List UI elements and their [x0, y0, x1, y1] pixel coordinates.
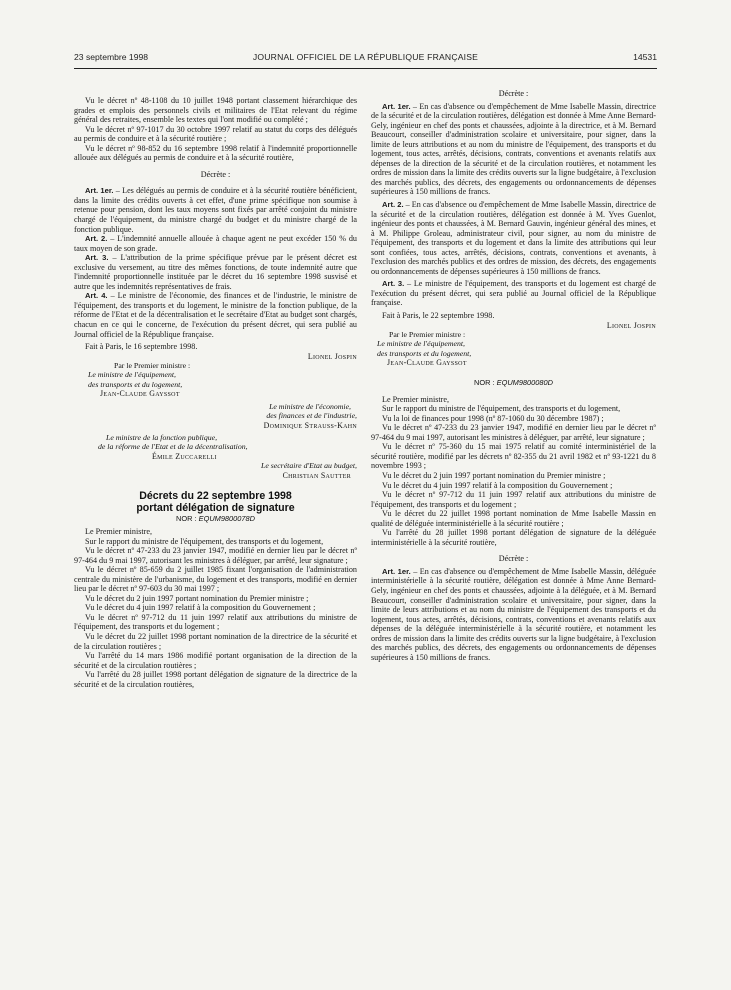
article-paragraph [371, 279, 656, 308]
visa-paragraph: Sur le rapport du ministre de l'équipement, des transports et du logement, [382, 404, 621, 414]
article-label: Art. 1er. [382, 566, 411, 576]
minister-title: des finances et de l'industrie, [266, 411, 357, 421]
decrete-heading: Décrète : [498, 89, 529, 98]
article-label: Art. 3. [382, 279, 405, 289]
fait-line: Fait à Paris, le 22 septembre 1998. [382, 311, 495, 321]
nor-label: NOR : [176, 513, 197, 523]
article-text: – L'attribution de la prime spécifique prévue par le présent décret est exclusive du versement, au titre des mêmes fonctions, de toute indemnité autre que l'indemnité proportionnelle instituée par le décret du 16 septembre 1998 susvisé et autre que les indemnités représentatives de frais. [74, 253, 357, 291]
journal-title: JOURNAL OFFICIEL DE LA RÉPUBLIQUE FRANÇAISE [252, 52, 479, 62]
minister-title: des transports et du logement, [88, 379, 183, 389]
minister-title: de la réforme de l'Etat et de la décentralisation, [98, 442, 248, 452]
article-label: Art. 1er. [382, 101, 411, 111]
nor-code: EQUM9800078D [198, 513, 255, 523]
fait-line: Fait à Paris, le 16 septembre 1998. [85, 342, 198, 352]
visa-paragraph: Vu le décret nº 75-360 du 15 mai 1975 relatif au comité interministériel de la sécurité routière, modifié par les décrets nº 82-355 du 21 avril 1982 et nº 93-1221 du 8 novembre 1993 ; [371, 442, 656, 471]
article-paragraph [371, 102, 656, 197]
visa-paragraph: Vu le décret du 22 juillet 1998 portant nomination de la directrice de la sécurité et de la circulation routières ; [74, 631, 357, 651]
section-subtitle: portant délégation de signature [136, 501, 295, 514]
minister-title: Le ministre de l'économie, [269, 401, 351, 411]
visa-paragraph: Le Premier ministre, [85, 526, 153, 536]
minister-title: Le ministre de la fonction publique, [106, 432, 218, 442]
signer-premier-ministre: Lionel Jospin [606, 320, 656, 330]
visa-paragraph: Vu le décret nº 98-852 du 16 septembre 1998 relatif à l'indemnité proportionnelle allouée aux délégués au permis de conduire et à la sécurité routière, [74, 143, 357, 163]
visa-paragraph: Vu le décret nº 48-1108 du 10 juillet 1948 portant classement hiérarchique des grades et emplois des personnels civils et militaires de l'Etat relevant du régime général des retraites, ensemble les textes qui l'ont modifié ou complété ; [74, 96, 357, 125]
left-column [74, 96, 357, 974]
visa-paragraph: Vu le décret nº 47-233 du 23 janvier 1947, modifié en dernier lieu par le décret nº 97-464 du 9 mai 1997, autorisant les ministres à déléguer, par arrêté, leur signature ; [74, 546, 357, 565]
right-column [371, 89, 657, 974]
article-text: – Les délégués au permis de conduire et à la sécurité routière bénéficient, dans la limite des crédits ouverts à cet effet, d'une prime spécifique non soumise à retenue pour pension, dont les taux moyens sont fixés par arrêté conjoint du ministre chargé de l'équipement, du ministre chargé du budget et du ministre chargé de la fonction publique. [74, 186, 357, 234]
visa-paragraph: Vu le décret nº 97-712 du 11 juin 1997 relatif aux attributions du ministre de l'équipement, des transports et du logement ; [74, 612, 357, 632]
page-number: 14531 [633, 52, 657, 62]
visa-paragraph: Vu le décret du 2 juin 1997 portant nomination du Premier ministre ; [85, 593, 309, 603]
minister-name: Dominique Strauss-Kahn [263, 420, 357, 430]
visa-paragraph: Vu l'arrêté du 28 juillet 1998 portant délégation de signature de la déléguée interministérielle à la sécurité routière, [371, 528, 656, 547]
minister-name: Émile Zuccarelli [152, 451, 217, 461]
section-title: Décrets du 22 septembre 1998 [139, 489, 292, 502]
decrete-heading: Décrète : [200, 169, 231, 179]
article-paragraph [74, 234, 357, 253]
article-text: – En cas d'absence ou d'empêchement de Mme Isabelle Massin, directrice de la sécurité et de la circulation routières, délégation est donnée à M. Yves Guenlot, ingénieur des ponts et chaussées, à M. Bernard Gauvin, ingénieur général des mines, et à M. Philippe Groleau, administrateur civil, pour signer, au nom du ministre de l'équipement, des transports et du logement et dans la limite des attributions qui leur sont confiées, tous actes, arrêtés, décisions, contrats, conventions et avenants, à l'exclusion des marchés publics et des ordres de mission, des décrets, des engagements ou ordonnancements de dépenses supérieures à 150 millions de francs. [371, 200, 656, 276]
minister-name: Jean-Claude Gayssot [387, 358, 467, 368]
article-label: Art. 2. [382, 200, 404, 210]
article-paragraph [74, 291, 357, 339]
article-text: – En cas d'absence ou d'empêchement de Mme Isabelle Massin, déléguée interministérielle à la sécurité routière, délégation est donnée à Mme Anne Bernard-Gely, ingénieur en chef des ponts et chaussées, adjointe à la déléguée, et à M. Bernard Beaucourt, conseiller d'administration scolaire et universitaire, pour signer, dans la limite de leurs attributions et au nom du ministre de l'équipement des transports et du logement, tous actes, arrêtés, décisions, contrats, conventions et avenants relatifs aux dépenses de la déléguée interministérielle à la sécurité routière, et notamment les ordres de mission dans la limite des crédits ouverts sur la ligne budgétaire, à l'exclusion des marchés publics, des décrets, des engagements ou ordonnancements de dépenses supérieures à 150 millions de francs. [371, 566, 656, 662]
signer-premier-ministre: Lionel Jospin [307, 351, 357, 361]
par-premier-ministre: Par le Premier ministre : [389, 329, 466, 339]
nor-reference [74, 514, 357, 524]
article-paragraph [371, 567, 656, 662]
minister-name: Jean-Claude Gayssot [100, 389, 180, 399]
visa-paragraph: Vu la loi de finances pour 1998 (nº 87-1060 du 30 décembre 1987) ; [382, 413, 604, 423]
article-label: Art. 2. [85, 234, 108, 244]
nor-reference [371, 378, 656, 388]
minister-title: Le ministre de l'équipement, [377, 339, 465, 349]
par-premier-ministre: Par le Premier ministre : [114, 361, 191, 371]
article-paragraph [74, 253, 357, 291]
page-header [74, 52, 657, 68]
visa-paragraph: Vu le décret du 2 juin 1997 portant nomination du Premier ministre ; [382, 470, 606, 480]
article-paragraph [371, 200, 656, 276]
article-text: – En cas d'absence ou d'empêchement de Mme Isabelle Massin, directrice de la sécurité et de la circulation routières, délégation est donnée à Mme Anne Bernard-Gely, ingénieur en chef des ponts et chaussées, adjointe à la directrice, et à M. Bernard Beaucourt, conseiller d'administration scolaire et universitaire, pour signer, dans la limite de leurs attributions et au nom du ministre de l'équipement, des transports et du logement, tous actes, arrêtés, décisions, contrats, conventions et avenants relatifs aux dépenses de la direction de la sécurité et de la circulation routières, et notamment les ordres de mission dans la limite des crédits ouverts sur la ligne budgétaire, à l'exclusion des marchés publics, des décrets, des engagements ou ordonnancements de dépenses supérieures à 150 millions de francs. [371, 101, 657, 197]
visa-paragraph: Le Premier ministre, [382, 394, 450, 404]
nor-code: EQUM9800080D [496, 377, 553, 387]
visa-paragraph: Vu le décret nº 97-712 du 11 juin 1997 relatif aux attributions du ministre de l'équipement, des transports et du logement ; [371, 490, 656, 509]
article-text: – Le ministre de l'économie, des finances et de l'industrie, le ministre de l'équipement, des transports et du logement, le ministre de la fonction publique, de la réforme de l'Etat et de la décentralisation et le secrétaire d'Etat au budget sont chargés, chacun en ce qui le concerne, de l'exécution du présent décret, qui sera publié au Journal officiel de la République française. [74, 291, 357, 339]
article-label: Art. 4. [85, 291, 108, 301]
visa-paragraph: Vu l'arrêté du 14 mars 1986 modifié portant organisation de la direction de la sécurité et de la circulation routières ; [74, 651, 357, 670]
visa-paragraph: Vu l'arrêté du 28 juillet 1998 portant délégation de signature de la directrice de la sécurité et de la circulation routières, [74, 670, 357, 689]
header-date: 23 septembre 1998 [74, 52, 149, 62]
minister-title: Le ministre de l'équipement, [88, 370, 176, 380]
minister-name: Christian Sautter [282, 470, 351, 480]
visa-paragraph: Vu le décret du 22 juillet 1998 portant nomination de Mme Isabelle Massin en qualité de déléguée interministérielle à la sécurité routière ; [371, 509, 656, 528]
visa-paragraph: Sur le rapport du ministre de l'équipement, des transports et du logement, [85, 536, 324, 546]
minister-title: des transports et du logement, [377, 348, 472, 358]
article-paragraph [74, 186, 357, 234]
visa-paragraph: Vu le décret du 4 juin 1997 relatif à la composition du Gouvernement ; [85, 603, 316, 613]
visa-paragraph: Vu le décret nº 97-1017 du 30 octobre 1997 relatif au statut du corps des délégués au permis de conduire et à la sécurité routière ; [74, 124, 357, 144]
visa-paragraph: Vu le décret nº 85-659 du 2 juillet 1985 fixant l'organisation de l'administration centrale du ministère de l'urbanisme, du logement et des transports, modifié en dernier lieu par le décret nº 97-603 du 30 mai 1997 ; [74, 565, 357, 594]
visa-paragraph: Vu le décret nº 47-233 du 23 janvier 1947, modifié en dernier lieu par le décret nº 97-464 du 9 mai 1997, autorisant les ministres à déléguer, par arrêté, leur signature ; [371, 423, 656, 442]
article-label: Art. 1er. [85, 186, 114, 196]
article-label: Art. 3. [85, 253, 109, 263]
header-rule [74, 68, 657, 69]
article-text: – L'indemnité annuelle allouée à chaque agent ne peut excéder 150 % du taux moyen de son grade. [74, 234, 357, 253]
article-text: – Le ministre de l'équipement, des transports et du logement est chargé de l'exécution du présent décret, qui sera publié au Journal officiel de la République française. [371, 279, 656, 308]
nor-label: NOR : [474, 377, 495, 387]
visa-paragraph: Vu le décret du 4 juin 1997 relatif à la composition du Gouvernement ; [382, 480, 613, 490]
minister-title: Le secrétaire d'Etat au budget, [260, 461, 357, 471]
decrete-heading: Décrète : [498, 554, 529, 564]
